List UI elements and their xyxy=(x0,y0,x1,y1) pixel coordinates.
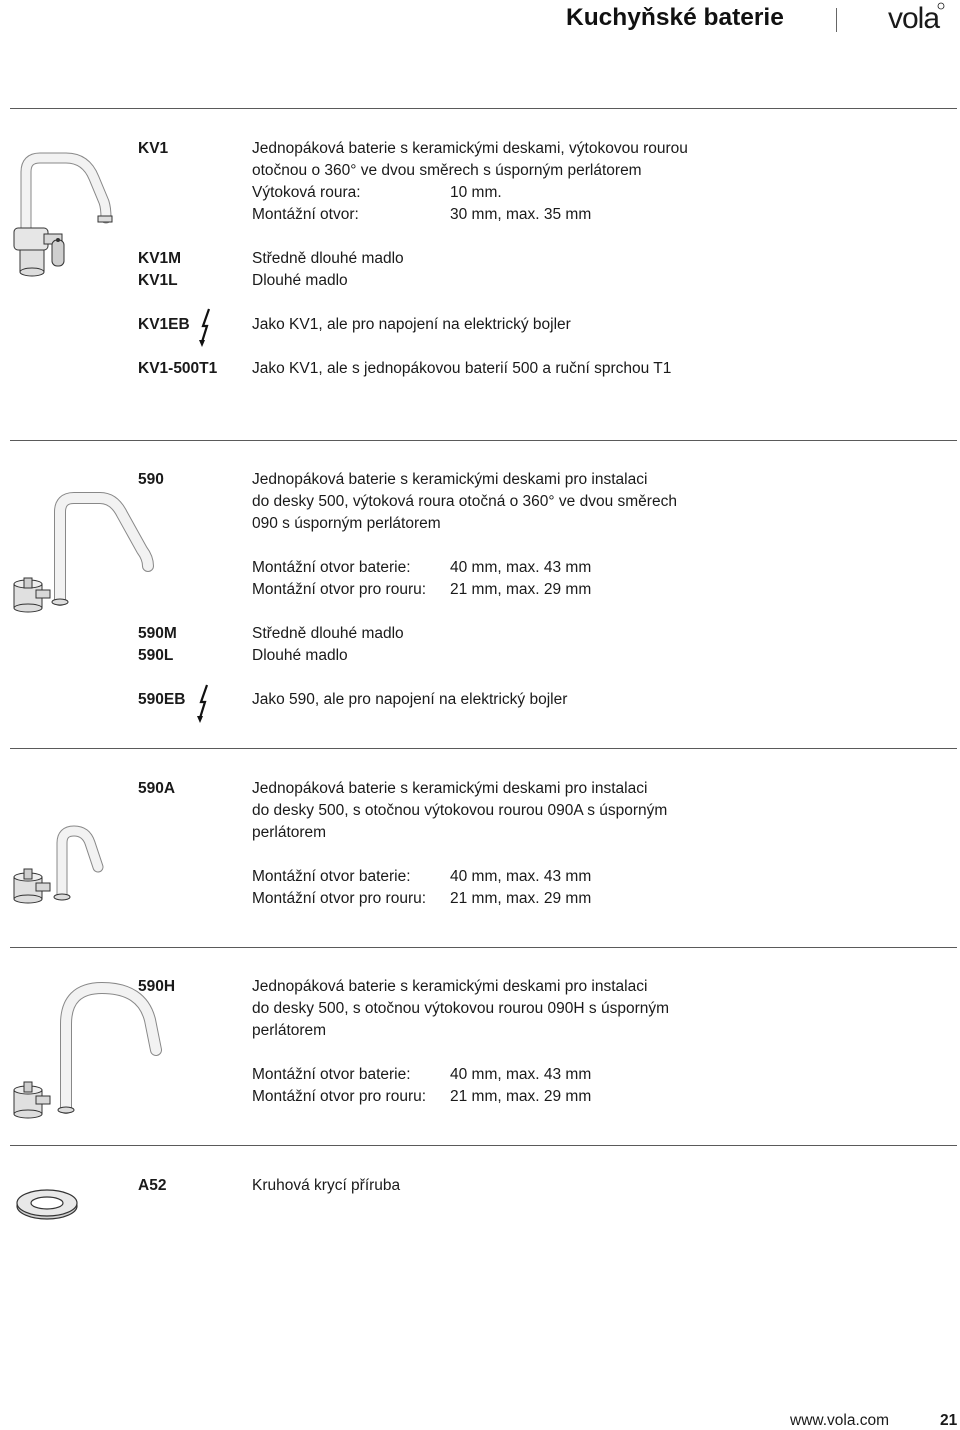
product-code-a52: A52 xyxy=(138,1177,167,1194)
spec-label: Montážní otvor: xyxy=(252,206,359,223)
spec-row xyxy=(252,866,591,888)
spec-label: Montážní otvor pro rouru: xyxy=(252,1088,427,1105)
590a-desc-line-1: Jednopáková baterie s keramickými deskami pro instalaci xyxy=(252,780,648,797)
variant-code: 590L xyxy=(138,647,174,664)
spec-row xyxy=(252,888,591,910)
spec-value: 21 mm, max. 29 mm xyxy=(450,1088,592,1105)
kv1-desc-line-1: Jednopáková baterie s keramickými deskami, výtokovou rourou xyxy=(252,140,688,157)
spec-row xyxy=(252,1086,591,1108)
vola-logo xyxy=(886,0,958,36)
variant-text: Dlouhé madlo xyxy=(252,647,348,664)
product-code-kv1: KV1 xyxy=(138,140,169,157)
spec-label: Montážní otvor baterie: xyxy=(252,1066,411,1083)
logo-text: vola xyxy=(888,2,940,35)
product-code-590: 590 xyxy=(138,471,164,488)
section-divider xyxy=(10,108,957,109)
spec-row xyxy=(252,1064,591,1086)
spec-label: Montážní otvor pro rouru: xyxy=(252,890,427,907)
a52-flange-image xyxy=(14,1186,80,1222)
590-specs xyxy=(252,557,591,601)
590h-desc-line-2: do desky 500, s otočnou výtokovou rourou 090H s úsporným xyxy=(252,1000,670,1017)
variant-code: KV1M xyxy=(138,250,182,267)
kv1-desc-line-2: otočnou o 360° ve dvou směrech s úsporným perlátorem xyxy=(252,162,642,179)
590h-desc-line-3: perlátorem xyxy=(252,1022,327,1039)
title-divider xyxy=(836,8,837,32)
electric-bolt-icon xyxy=(198,308,212,348)
spec-label: Montážní otvor baterie: xyxy=(252,868,411,885)
spec-value: 40 mm, max. 43 mm xyxy=(450,1066,592,1083)
page-title: Kuchyňské baterie xyxy=(566,4,784,31)
variant-text: Středně dlouhé madlo xyxy=(252,250,404,267)
spec-label: Montážní otvor pro rouru: xyxy=(252,581,427,598)
spec-value: 10 mm. xyxy=(450,184,502,201)
variant-text: Jako 590, ale pro napojení na elektrický bojler xyxy=(252,691,568,708)
spec-row xyxy=(252,579,591,601)
590a-faucet-image xyxy=(2,825,112,911)
variant-code: 590EB xyxy=(138,691,186,708)
footer-url-link[interactable]: www.vola.com xyxy=(790,1412,890,1429)
variant-text: Dlouhé madlo xyxy=(252,272,348,289)
590-desc-line-1: Jednopáková baterie s keramickými deskami pro instalaci xyxy=(252,471,648,488)
a52-desc: Kruhová krycí příruba xyxy=(252,1177,401,1194)
spec-label: Montážní otvor baterie: xyxy=(252,559,411,576)
section-divider xyxy=(10,748,957,749)
electric-bolt-icon xyxy=(196,684,210,724)
section-divider xyxy=(10,947,957,948)
variant-text: Jako KV1, ale pro napojení na elektrický bojler xyxy=(252,316,571,333)
590h-desc-line-1: Jednopáková baterie s keramickými deskami pro instalaci xyxy=(252,978,648,995)
kv1-faucet-image xyxy=(4,150,116,278)
variant-code: KV1-500T1 xyxy=(138,360,218,377)
variant-code: KV1EB xyxy=(138,316,190,333)
590-desc-line-2: do desky 500, výtoková roura otočná o 360° ve dvou směrech xyxy=(252,493,677,510)
spec-value: 21 mm, max. 29 mm xyxy=(450,890,592,907)
variant-text: Středně dlouhé madlo xyxy=(252,625,404,642)
product-code-590a: 590A xyxy=(138,780,176,797)
product-code-590h: 590H xyxy=(138,978,176,995)
kv1-specs xyxy=(252,182,591,226)
spec-label: Výtoková roura: xyxy=(252,184,361,201)
590a-desc-line-3: perlátorem xyxy=(252,824,327,841)
spec-value: 21 mm, max. 29 mm xyxy=(450,581,592,598)
page-number: 21 xyxy=(940,1412,958,1429)
spec-row xyxy=(252,557,591,579)
variant-code: KV1L xyxy=(138,272,178,289)
variant-text: Jako KV1, ale s jednopákovou baterií 500 a ruční sprchou T1 xyxy=(252,360,672,377)
spec-row xyxy=(252,204,591,226)
spec-value: 40 mm, max. 43 mm xyxy=(450,559,592,576)
590a-specs xyxy=(252,866,591,910)
variant-code: 590M xyxy=(138,625,177,642)
spec-row xyxy=(252,182,591,204)
section-divider xyxy=(10,1145,957,1146)
section-divider xyxy=(10,440,957,441)
590h-specs xyxy=(252,1064,591,1108)
590-faucet-image xyxy=(2,490,162,620)
spec-value: 40 mm, max. 43 mm xyxy=(450,868,592,885)
590-desc-line-3: 090 s úsporným perlátorem xyxy=(252,515,441,532)
590h-faucet-image xyxy=(2,980,162,1124)
spec-value: 30 mm, max. 35 mm xyxy=(450,206,592,223)
590a-desc-line-2: do desky 500, s otočnou výtokovou rourou 090A s úsporným xyxy=(252,802,668,819)
